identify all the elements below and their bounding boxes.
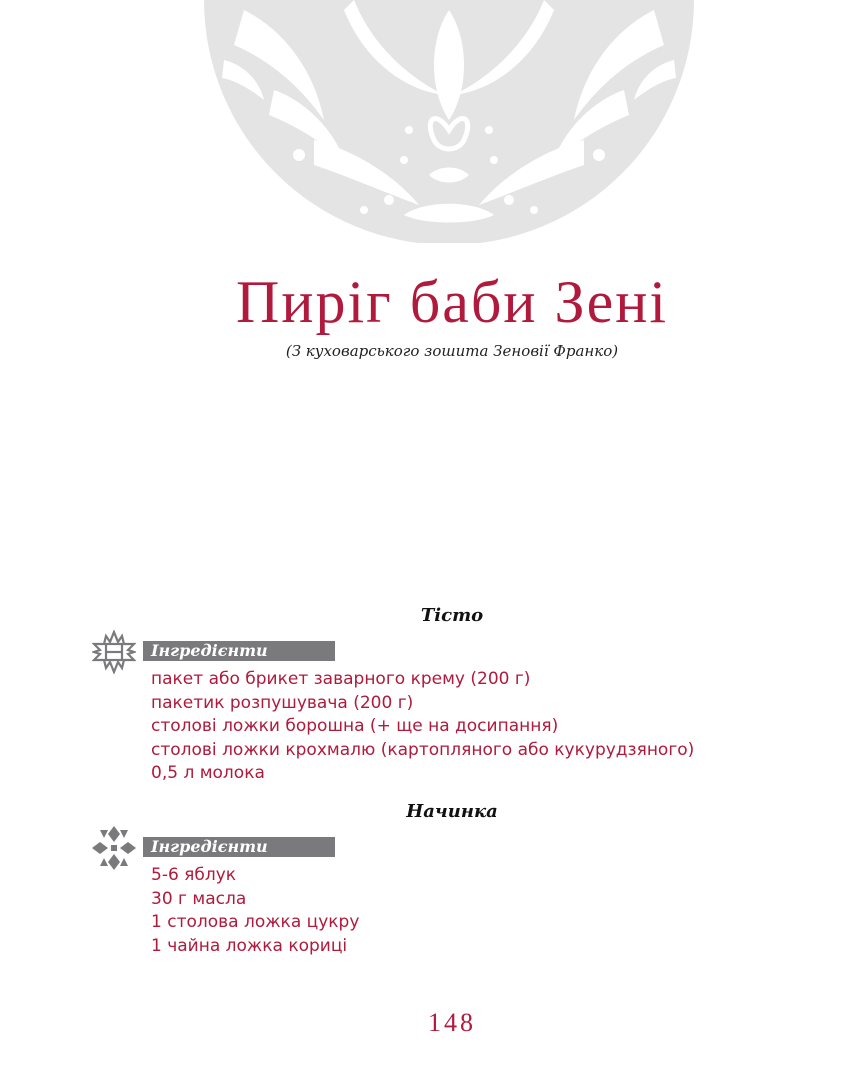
- list-item: пакет або брикет заварного крему (200 г): [151, 669, 531, 689]
- list-item: 1 столова ложка цукру: [151, 912, 360, 932]
- recipe-title: Пиріг баби Зені: [236, 269, 668, 335]
- list-item: столові ложки борошна (+ ще на досипання): [151, 716, 559, 736]
- ingredients-label-bar: Інгредієнти: [143, 641, 335, 661]
- eight-point-star-icon: [92, 630, 136, 674]
- list-item: 5-6 яблук: [151, 865, 237, 885]
- list-item: 1 чайна ложка кориці: [151, 935, 348, 956]
- list-item: 30 г масла: [151, 888, 247, 909]
- page-number: 148: [428, 1008, 476, 1037]
- section-heading-dough: Тісто: [420, 605, 484, 626]
- list-item: столові ложки крохмалю (картопляного або кукурудзяного): [151, 739, 695, 760]
- folk-ornament-decoration: [204, 0, 694, 243]
- filling-ingredients-list: [151, 864, 359, 958]
- four-leaf-cross-icon: [92, 826, 136, 870]
- recipe-subtitle: (З куховарського зошита Зеновії Франко): [285, 342, 619, 360]
- ingredients-label-bar: Інгредієнти: [143, 837, 335, 857]
- list-item: пакетик розпушувача (200 г): [151, 692, 414, 713]
- section-heading-filling: Начинка: [406, 801, 498, 822]
- list-item: 0,5 л молока: [151, 763, 265, 783]
- dough-ingredients-list: [151, 668, 694, 786]
